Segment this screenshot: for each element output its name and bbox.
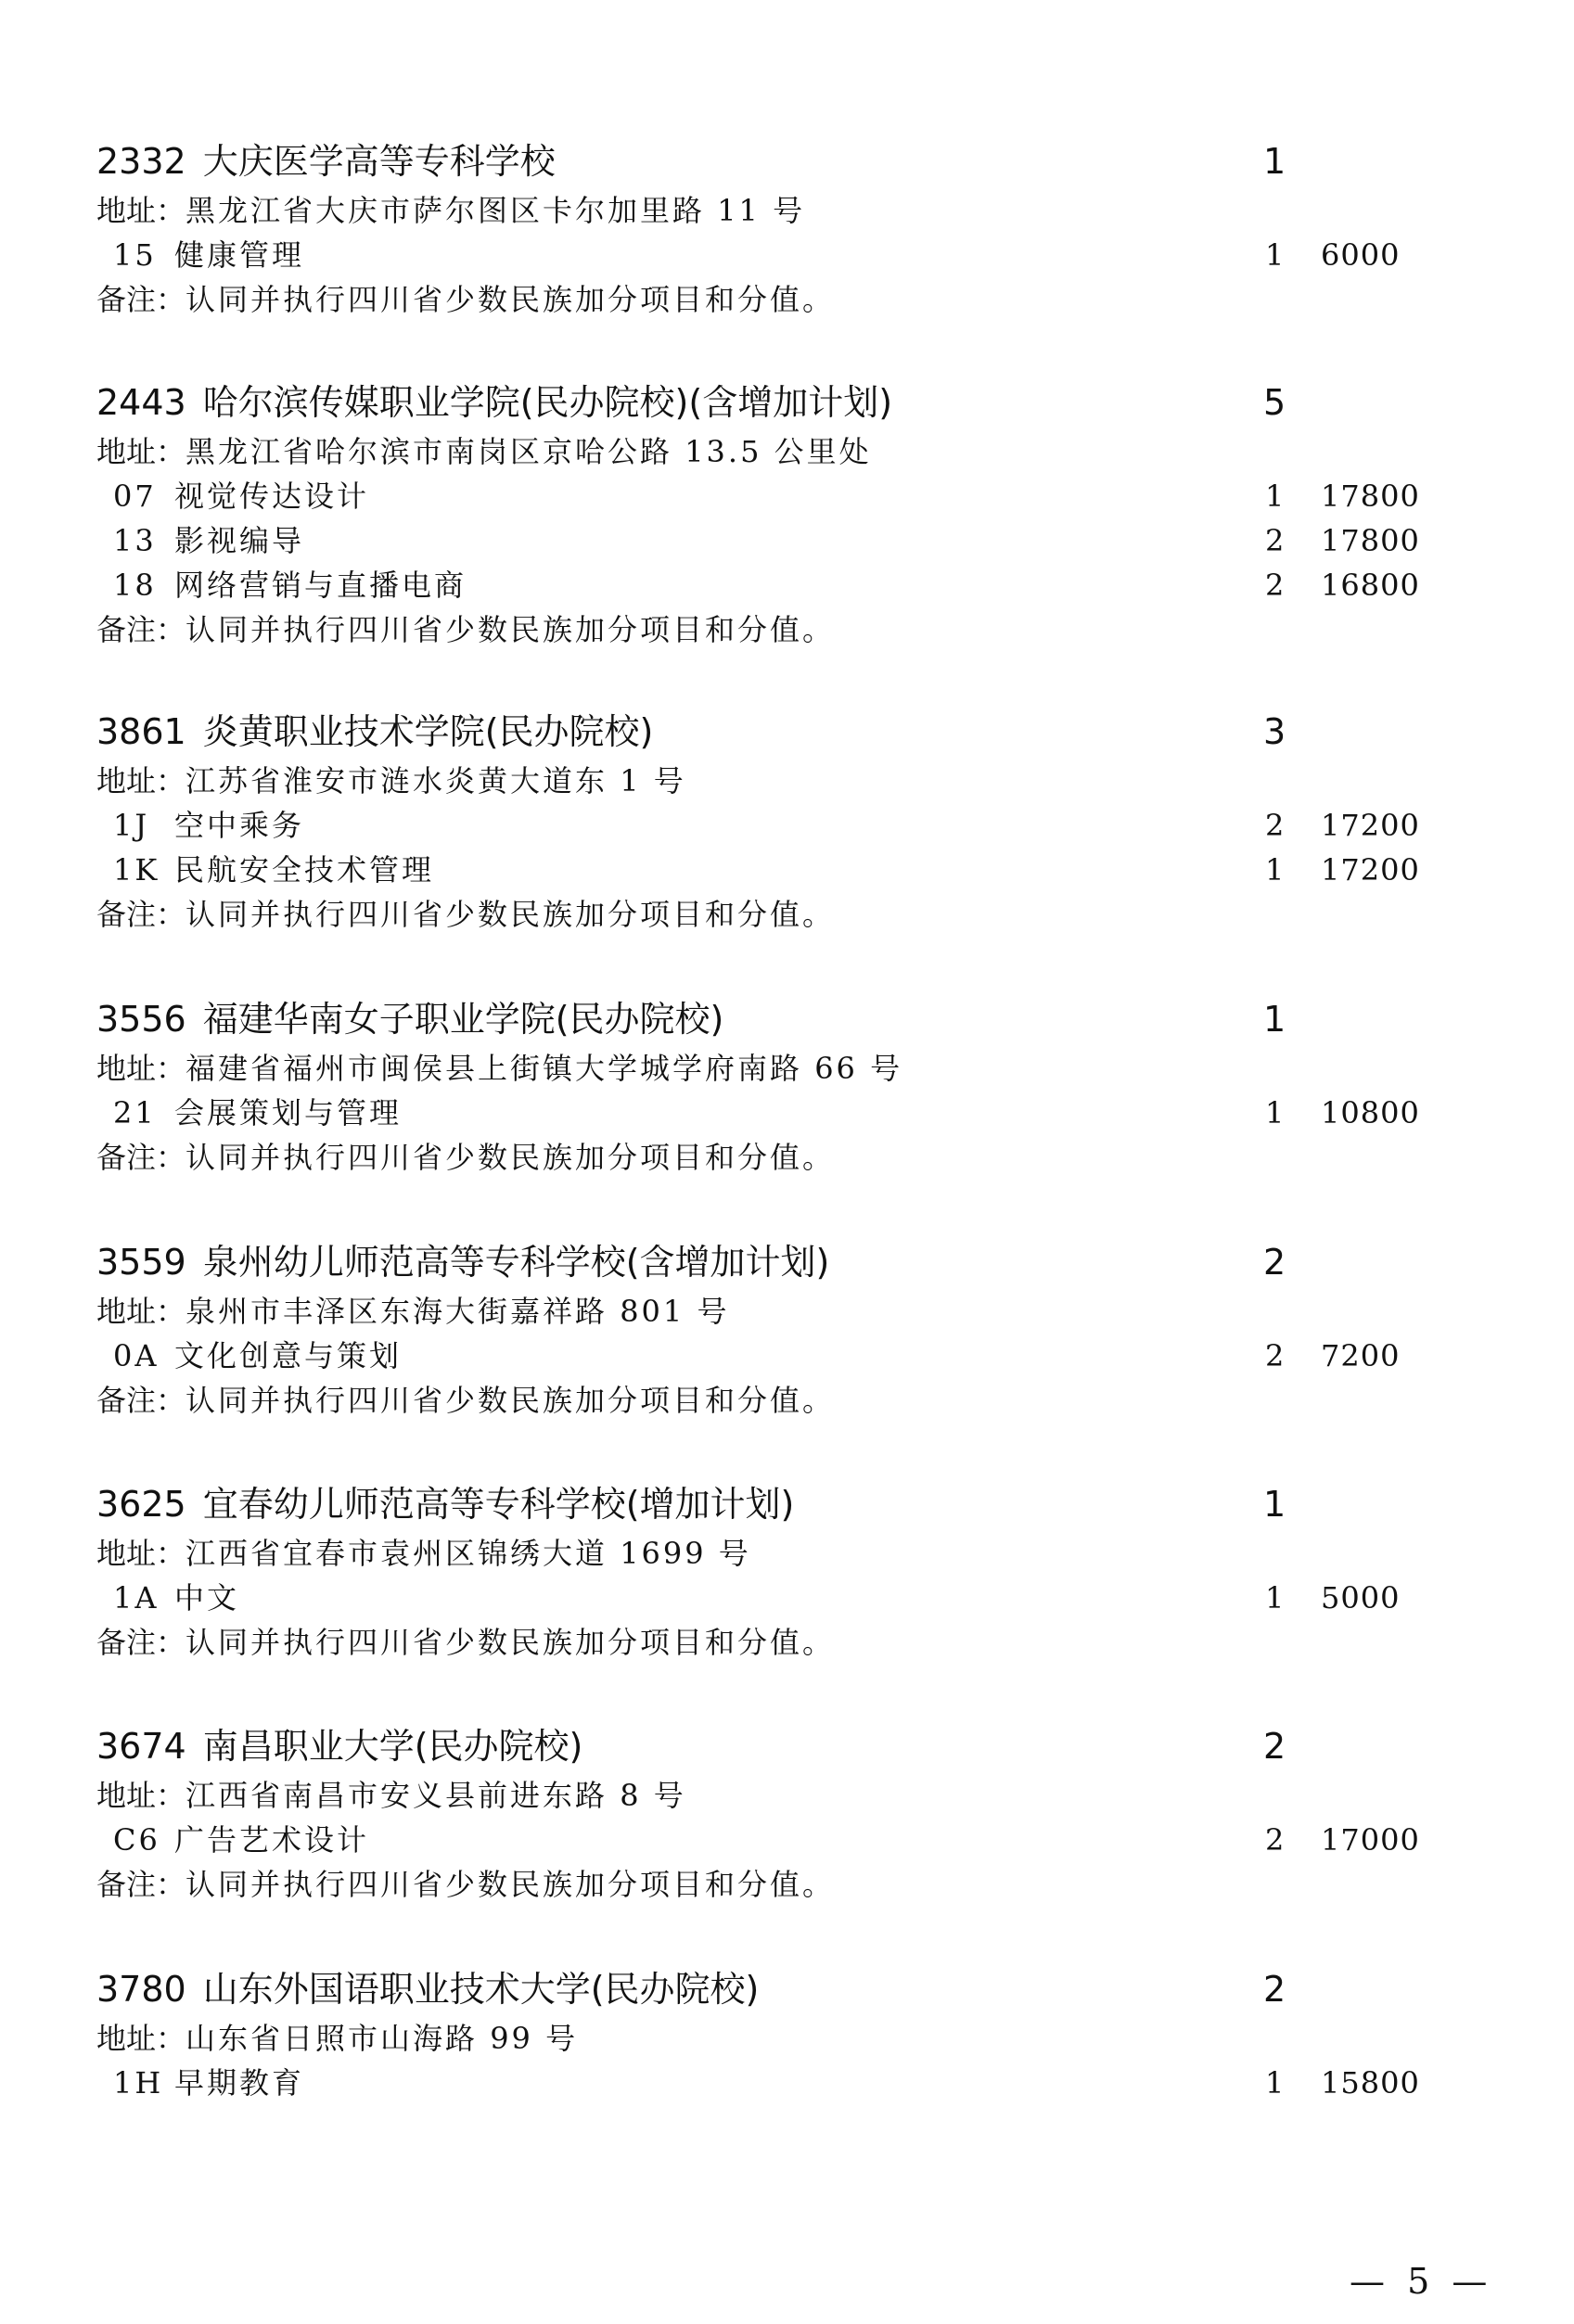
address-text: 江西省宜春市袁州区锦绣大道 1699 号 [186,1536,751,1571]
school-address [96,429,1469,474]
school-name: 哈尔滨传媒职业学院(民办院校)(含增加计划) [202,382,893,423]
school-name: 泉州幼儿师范高等专科学校(含增加计划) [202,1242,830,1283]
remark-label: 备注： [96,282,186,317]
school-entry [96,134,1469,322]
school-entry [96,1477,1469,1665]
major-row [96,518,1469,563]
remark-label: 备注： [96,1140,186,1175]
school-name: 南昌职业大学(民办院校) [202,1726,583,1767]
remark-label: 备注： [96,897,186,932]
school-code: 3861 [96,711,186,752]
major-code: 18 [113,568,157,603]
address-label: 地址： [96,1536,186,1571]
address-text: 山东省日照市山海路 99 号 [186,2021,579,2056]
address-text: 泉州市丰泽区东海大街嘉祥路 801 号 [186,1294,730,1329]
school-remark [96,1862,1469,1907]
school-remark [96,1378,1469,1423]
major-quantity: 1 [1265,237,1287,273]
remark-text: 认同并执行四川省少数民族加分项目和分值。 [186,897,836,932]
school-quantity: 1 [1263,141,1286,182]
school-address [96,1773,1469,1818]
major-name: 网络营销与直播电商 [174,568,467,603]
major-row [96,1818,1469,1862]
school-header [96,1962,1469,2016]
address-label: 地址： [96,2021,186,2056]
remark-label: 备注： [96,1867,186,1902]
major-name: 视觉传达设计 [174,479,370,514]
major-code: 07 [113,479,157,514]
school-address [96,1289,1469,1334]
major-name: 中文 [174,1580,240,1615]
major-fee: 5000 [1321,1580,1401,1615]
major-row [96,474,1469,518]
school-entry [96,1235,1469,1423]
major-row [96,563,1469,607]
school-address [96,759,1469,803]
major-name: 健康管理 [174,237,305,273]
major-quantity: 1 [1265,479,1287,514]
major-row [96,233,1469,277]
school-quantity: 2 [1263,1726,1286,1767]
major-name: 广告艺术设计 [174,1822,370,1858]
major-quantity: 2 [1265,568,1287,603]
major-name: 民航安全技术管理 [174,852,435,887]
school-name: 山东外国语职业技术大学(民办院校) [202,1969,760,2010]
school-header [96,1477,1469,1531]
school-header [96,1719,1469,1773]
address-label: 地址： [96,1778,186,1813]
school-entry [96,705,1469,937]
major-name: 空中乘务 [174,808,305,843]
major-fee: 17000 [1321,1822,1420,1858]
school-entry [96,1962,1469,2105]
major-code: 1K [113,852,160,887]
school-quantity: 1 [1263,1484,1286,1525]
major-code: 21 [113,1095,157,1130]
major-name: 早期教育 [174,2065,305,2101]
major-code: 1H [113,2065,164,2101]
remark-text: 认同并执行四川省少数民族加分项目和分值。 [186,1140,836,1175]
school-code: 3780 [96,1969,186,2010]
major-fee: 17200 [1321,808,1420,843]
major-code: 0A [113,1338,160,1373]
major-row [96,848,1469,892]
school-remark [96,607,1469,652]
school-entry [96,376,1469,652]
school-name: 福建华南女子职业学院(民办院校) [202,999,724,1040]
address-text: 江苏省淮安市涟水炎黄大道东 1 号 [186,763,686,798]
major-fee: 17800 [1321,479,1420,514]
school-code: 2332 [96,141,186,182]
school-quantity: 5 [1263,382,1286,423]
major-code: C6 [113,1822,160,1858]
major-quantity: 2 [1265,1338,1287,1373]
address-label: 地址： [96,763,186,798]
major-quantity: 1 [1265,852,1287,887]
remark-text: 认同并执行四川省少数民族加分项目和分值。 [186,1383,836,1418]
school-address [96,188,1469,233]
major-name: 文化创意与策划 [174,1338,403,1373]
major-row [96,803,1469,848]
major-fee: 17800 [1321,523,1420,558]
school-address [96,2016,1469,2061]
remark-label: 备注： [96,612,186,647]
school-header [96,1235,1469,1289]
address-text: 黑龙江省哈尔滨市南岗区京哈公路 13.5 公里处 [186,434,872,469]
address-label: 地址： [96,1294,186,1329]
school-quantity: 1 [1263,999,1286,1040]
major-row [96,1091,1469,1135]
address-label: 地址： [96,434,186,469]
school-address [96,1046,1469,1091]
major-quantity: 2 [1265,1822,1287,1858]
school-code: 3559 [96,1242,186,1283]
major-name: 会展策划与管理 [174,1095,403,1130]
school-header [96,134,1469,188]
school-code: 3674 [96,1726,186,1767]
school-remark [96,1135,1469,1180]
remark-text: 认同并执行四川省少数民族加分项目和分值。 [186,1625,836,1660]
major-quantity: 2 [1265,808,1287,843]
major-name: 影视编导 [174,523,305,558]
address-label: 地址： [96,193,186,228]
school-remark [96,892,1469,937]
address-label: 地址： [96,1051,186,1086]
school-code: 2443 [96,382,186,423]
major-quantity: 1 [1265,1095,1287,1130]
major-quantity: 2 [1265,523,1287,558]
remark-label: 备注： [96,1625,186,1660]
school-name: 炎黄职业技术学院(民办院校) [202,711,654,752]
remark-text: 认同并执行四川省少数民族加分项目和分值。 [186,612,836,647]
school-quantity: 2 [1263,1969,1286,2010]
school-entry [96,992,1469,1180]
major-row [96,2061,1469,2105]
major-quantity: 1 [1265,2065,1287,2101]
major-quantity: 1 [1265,1580,1287,1615]
school-entry [96,1719,1469,1907]
address-text: 黑龙江省大庆市萨尔图区卡尔加里路 11 号 [186,193,806,228]
address-text: 江西省南昌市安义县前进东路 8 号 [186,1778,686,1813]
major-fee: 10800 [1321,1095,1420,1130]
major-fee: 17200 [1321,852,1420,887]
school-quantity: 2 [1263,1242,1286,1283]
remark-text: 认同并执行四川省少数民族加分项目和分值。 [186,1867,836,1902]
school-quantity: 3 [1263,711,1286,752]
major-fee: 15800 [1321,2065,1420,2101]
school-header [96,376,1469,429]
major-row [96,1576,1469,1620]
school-name: 宜春幼儿师范高等专科学校(增加计划) [202,1484,795,1525]
remark-label: 备注： [96,1383,186,1418]
major-fee: 7200 [1321,1338,1401,1373]
school-code: 3556 [96,999,186,1040]
major-code: 15 [113,237,157,273]
school-code: 3625 [96,1484,186,1525]
school-header [96,992,1469,1046]
major-fee: 6000 [1321,237,1401,273]
school-address [96,1531,1469,1576]
major-code: 13 [113,523,157,558]
school-name: 大庆医学高等专科学校 [202,141,556,182]
school-header [96,705,1469,759]
major-code: 1A [113,1580,160,1615]
major-code: 1J [113,808,150,843]
remark-text: 认同并执行四川省少数民族加分项目和分值。 [186,282,836,317]
school-remark [96,1620,1469,1665]
address-text: 福建省福州市闽侯县上街镇大学城学府南路 66 号 [186,1051,903,1086]
major-fee: 16800 [1321,568,1420,603]
page-number: — 5 — [1350,2261,1493,2302]
major-row [96,1334,1469,1378]
school-remark [96,277,1469,322]
